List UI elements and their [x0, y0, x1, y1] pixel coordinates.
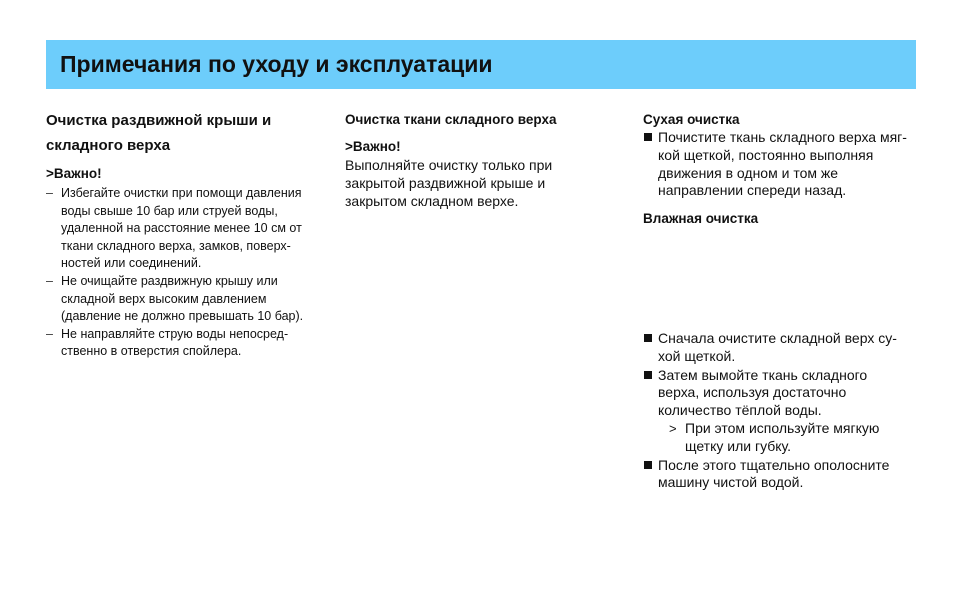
list-item-text: После этого тщательно ополосните машину чистой водой. — [658, 456, 890, 491]
list-item — [643, 330, 908, 366]
dash-marker: – — [46, 186, 53, 200]
list-item — [46, 273, 324, 326]
list-item-text: Сначала очистите складной верх су- хой щеткой. — [658, 330, 897, 364]
column-dry-wet-cleaning — [643, 110, 918, 491]
fabric-cleaning-text: Выполняйте очистку только при закрытой раздвижной крыше и закрытом складном верхе. — [345, 157, 553, 209]
square-bullet-icon — [644, 461, 652, 469]
list-item-text: Не очищайте раздвижную крышу или складной верх высоким давлением (давление не должно превышать 10 бар). — [61, 273, 304, 324]
list-item — [643, 457, 908, 493]
list-item — [643, 129, 918, 200]
list-item-text: Почистите ткань складного верха мяг- кой щеткой, постоянно выполняя движения в одном и том же направлении спереди назад. — [658, 129, 907, 199]
square-bullet-icon — [644, 371, 652, 379]
column-fabric-cleaning — [345, 110, 595, 210]
important-label: >Важно! — [345, 139, 401, 154]
list-item — [643, 367, 908, 420]
list-item-text: Затем вымойте ткань складного верха, используя достаточно количество тёплой воды. — [658, 366, 868, 419]
dry-cleaning-list — [643, 129, 918, 200]
important-label: >Важно! — [46, 166, 102, 181]
section-heading-sunroof: Очистка раздвижной крыши и складного верха — [46, 112, 272, 154]
square-bullet-icon — [644, 334, 652, 342]
square-bullet-icon — [644, 133, 652, 141]
list-item — [46, 185, 324, 273]
dash-marker: – — [46, 326, 53, 341]
section-heading-dry: Сухая очистка — [643, 112, 740, 127]
warning-list-clip — [46, 183, 324, 412]
sub-item-text: При этом используйте мягкую щетку или губку. — [685, 419, 880, 454]
arrow-marker: > — [669, 420, 677, 436]
page-title: Примечания по уходу и эксплуатации — [60, 51, 493, 77]
section-heading-fabric: Очистка ткани складного верха — [345, 112, 557, 127]
sub-list-item — [643, 420, 908, 456]
section-heading-wet: Влажная очистка — [643, 211, 759, 227]
warning-list — [46, 185, 324, 361]
list-item-text: Избегайте очистки при помощи давления воды свыше 10 бар или струей воды, удаленной на расстояние менее 10 см от ткани складного верха, замков, поверх- ностей или соединений. — [61, 186, 302, 271]
wet-cleaning-list — [643, 330, 908, 492]
list-item-text: Не направляйте струю воды непосред- ственно в отверстия спойлера. — [61, 326, 289, 359]
dash-marker: – — [46, 273, 53, 288]
title-banner — [46, 40, 916, 89]
list-item — [46, 326, 324, 361]
column-sunroof-cleaning — [46, 108, 324, 412]
